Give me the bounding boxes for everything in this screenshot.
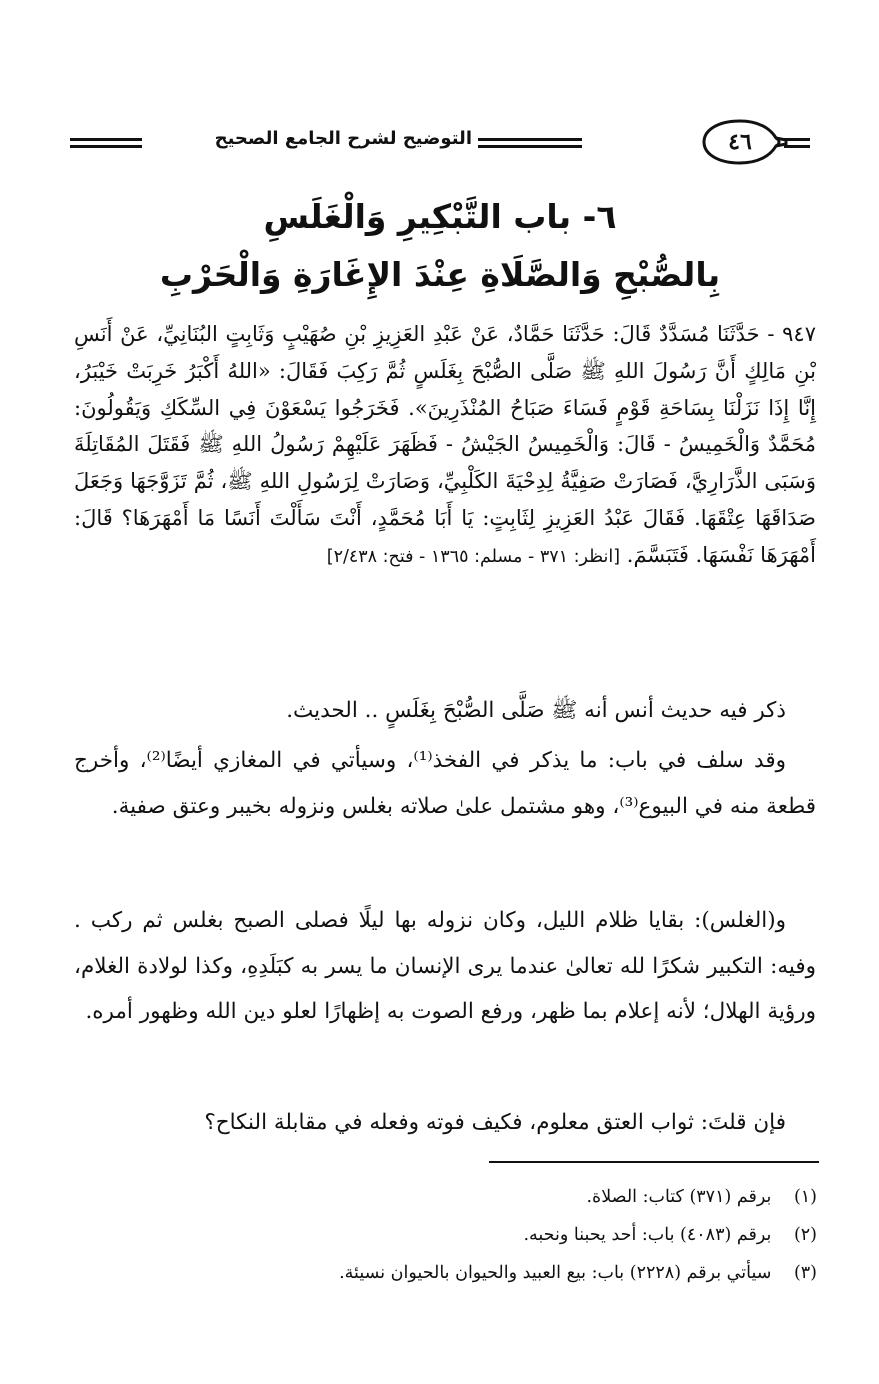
- footnote-text: برقم (٤٠٨٣) باب: أحد يحبنا ونحبه.: [523, 1225, 772, 1245]
- commentary-paragraph-1: [74, 688, 816, 734]
- commentary-paragraph-3: [74, 898, 816, 1035]
- footnote-number: (١): [793, 1187, 817, 1207]
- commentary-paragraph-2: [74, 738, 816, 829]
- footnote-number: (٢): [793, 1225, 817, 1245]
- footnote-separator: [489, 1161, 819, 1163]
- footnote-text: برقم (٣٧١) كتاب: الصلاة.: [586, 1187, 772, 1207]
- chapter-heading-line-1: ٦- باب التَّبْكِيرِ وَالْغَلَسِ: [263, 197, 617, 236]
- header-rule-middle: [478, 138, 582, 148]
- hadith-text: [74, 316, 816, 576]
- hadith-body: ٩٤٧ - حَدَّثَنَا مُسَدَّدٌ قَالَ: حَدَّثَنَا حَمَّادٌ، عَنْ عَبْدِ العَزِيزِ بْنِ صُهَيْبٍ وَثَابِتٍ البُنَانِيِّ، عَنْ أَنَسِ بْنِ مَالِكٍ أَنَّ رَسُولَ اللهِ ﷺ صَلَّى الصُّبْحَ بِغَلَسٍ ثُمَّ رَكِبَ فَقَالَ: «اللهُ أَكْبَرُ خَرِبَتْ خَيْبَرُ، إِنَّا إِذَا نَزَلْنَا بِسَاحَةِ قَوْمٍ فَسَاءَ صَبَاحُ المُنْذَرِينَ». فَخَرَجُوا يَسْعَوْنَ فِي السِّكَكِ وَيَقُولُونَ: مُحَمَّدٌ وَالْخَمِيسُ - قَالَ: وَالْخَمِيسُ الجَيْشُ - فَظَهَرَ عَلَيْهِمْ رَسُولُ اللهِ ﷺ فَقَتَلَ المُقَاتِلَةَ وَسَبَى الذَّرَارِيَّ، فَصَارَتْ صَفِيَّةُ لِدِحْيَةَ الكَلْبِيِّ، وَصَارَتْ لِرَسُولِ اللهِ ﷺ، ثُمَّ تَزَوَّجَهَا وَجَعَلَ صَدَاقَهَا عِتْقَهَا. فَقَالَ عَبْدُ العَزِيزِ لِثَابِتٍ: يَا أَبَا مُحَمَّدٍ، أَنْتَ سَأَلْتَ أَنَسًا مَا أَمْهَرَهَا؟ قَالَ: أَمْهَرَهَا نَفْسَهَا. فَتَبَسَّمَ.: [74, 322, 816, 567]
- running-title: التوضيح لشرح الجامع الصحيح: [214, 128, 472, 149]
- paragraph-text: فإن قلتَ: ثواب العتق معلوم، فكيف فوته وفعله في مقابلة النكاح؟: [204, 1110, 786, 1135]
- chapter-heading: [60, 188, 820, 304]
- chapter-heading-line-2: بِالصُّبْحِ وَالصَّلَاةِ عِنْدَ الإِغَارَةِ وَالْحَرْبِ: [159, 255, 721, 294]
- header-rule-left: [70, 138, 142, 148]
- paragraph-text: وقد سلف في باب: ما يذكر في الفخذ⁽¹⁾، وسيأتي في المغازي أيضًا⁽²⁾، وأخرج قطعة منه في البيوع⁽³⁾، وهو مشتمل علىٰ صلاته بغلس ونزوله بخيبر وعتق صفية.: [74, 748, 816, 819]
- running-header: [70, 118, 810, 168]
- footnote-number: (٣): [793, 1263, 817, 1283]
- footnote-2: [117, 1216, 817, 1254]
- commentary-paragraph-4: [74, 1100, 816, 1146]
- footnote-3: [117, 1254, 817, 1292]
- hadith-reference: [انظر: ٣٧١ - مسلم: ١٣٦٥ - فتح: ٢/٤٣٨]: [326, 546, 621, 567]
- footnotes: [117, 1178, 817, 1292]
- page-number: ٤٦: [728, 129, 752, 155]
- footnote-1: [117, 1178, 817, 1216]
- footnote-text: سيأتي برقم (٢٢٢٨) باب: بيع العبيد والحيوان بالحيوان نسيئة.: [339, 1263, 772, 1283]
- page-number-ornament: [700, 118, 788, 166]
- paragraph-text: و(الغلس): بقايا ظلام الليل، وكان نزوله بها ليلًا فصلى الصبح بغلس ثم ركب . وفيه: التكبير شكرًا لله تعالىٰ عندما يرى الإنسان ما يسر به كبَلَدِهِ، وكذا لولادة الغلام، ورؤية الهلال؛ لأنه إعلام بما ظهر، ورفع الصوت به إظهارًا لعلو دين الله وظهور أمره.: [74, 908, 816, 1024]
- paragraph-text: ذكر فيه حديث أنس أنه ﷺ صَلَّى الصُّبْحَ بِغَلَسٍ .. الحديث.: [286, 698, 786, 723]
